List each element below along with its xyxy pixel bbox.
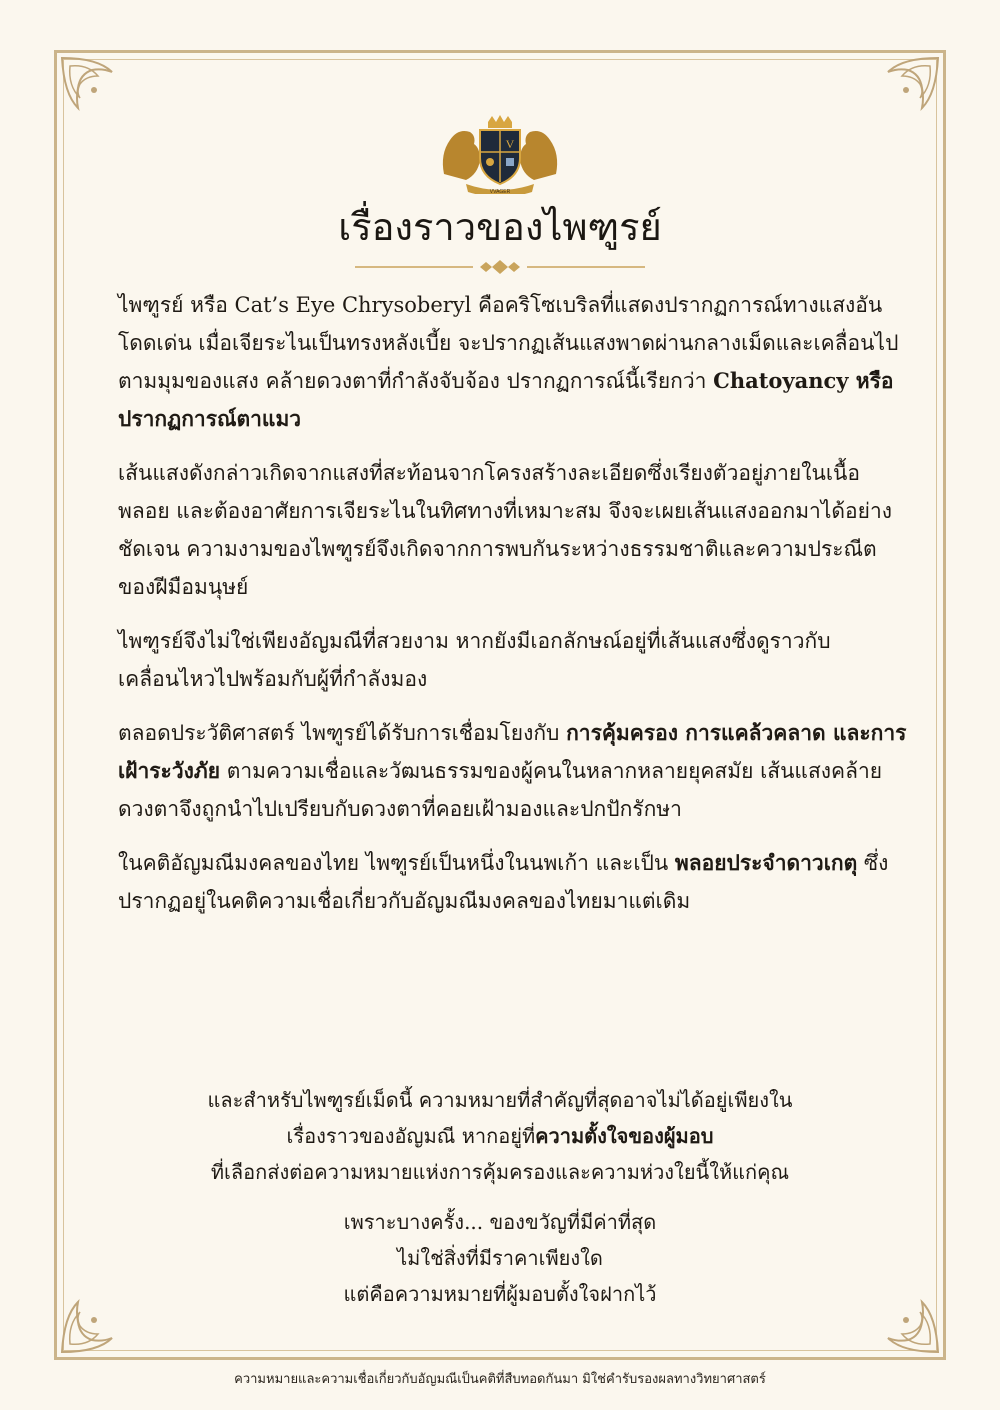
- paragraph-text: ตลอดประวัติศาสตร์ ไพฑูรย์ได้รับการเชื่อมโยงกับ: [118, 721, 567, 745]
- closing-line: และสำหรับไพฑูรย์เม็ดนี้ ความหมายที่สำคัญที่สุดอาจไม่ได้อยู่เพียงใน: [207, 1088, 793, 1112]
- paragraph: [118, 286, 908, 438]
- paragraph: [118, 844, 908, 920]
- paragraph-text: ตามความเชื่อและวัฒนธรรมของผู้คนในหลากหลายยุคสมัย เส้นแสงคล้ายดวงตาจึงถูกนำไปเปรียบกับดวงตาที่คอยเฝ้ามองและปกปักรักษา: [118, 759, 883, 821]
- crest-banner-text: VVAGER: [489, 189, 511, 194]
- crest-logo-icon: [436, 114, 564, 194]
- corner-ornament-icon: [872, 54, 942, 124]
- paragraph: [118, 714, 908, 828]
- paragraph: [118, 622, 908, 698]
- paragraph-text: ในคติอัญมณีมงคลของไทย ไพฑูรย์เป็นหนึ่งในนพเก้า และเป็น: [118, 851, 675, 875]
- closing-message: [100, 1082, 900, 1312]
- title-divider-icon: [355, 258, 645, 276]
- paragraph-text: ไพฑูรย์จึงไม่ใช่เพียงอัญมณีที่สวยงาม หากยังมีเอกลักษณ์อยู่ที่เส้นแสงซึ่งดูราวกับเคลื่อนไหวไปพร้อมกับผู้ที่กำลังมอง: [118, 629, 831, 691]
- paragraph-text: ซึ่งปรากฏอยู่ในคติความเชื่อเกี่ยวกับอัญมณีมงคลของไทยมาแต่เดิม: [118, 851, 889, 913]
- closing-line: ไม่ใช่สิ่งที่มีราคาเพียงใด: [397, 1246, 603, 1270]
- closing-line: เพราะบางครั้ง... ของขวัญที่มีค่าที่สุด: [343, 1210, 657, 1234]
- paragraph-emphasis: Chatoyancy หรือปรากฏการณ์ตาแมว: [118, 368, 894, 431]
- closing-line: [100, 1118, 900, 1154]
- body-text: [118, 286, 908, 936]
- paragraph-text: เส้นแสงดังกล่าวเกิดจากแสงที่สะท้อนจากโครงสร้างละเอียดซึ่งเรียงตัวอยู่ภายในเนื้อพลอย และต้องอาศัยการเจียระไนในทิศทางที่เหมาะสม จึงจะเผยเส้นแสงออกมาได้อย่างชัดเจน ความงามของไพฑูรย์จึงเกิดจากการพบกันระหว่างธรรมชาติและความประณีตของฝีมือมนุษย์: [118, 461, 892, 599]
- page-title: เรื่องราวของไพฑูรย์: [338, 205, 662, 249]
- closing-line: ที่เลือกส่งต่อความหมายแห่งการคุ้มครองและความห่วงใยนี้ให้แก่คุณ: [210, 1160, 790, 1184]
- closing-line: แต่คือความหมายที่ผู้มอบตั้งใจฝากไว้: [343, 1282, 657, 1306]
- paragraph-text: ไพฑูรย์ หรือ Cat’s Eye Chrysoberyl คือคริโซเบริลที่แสดงปรากฏการณ์ทางแสงอันโดดเด่น เมื่อเจียระไนเป็นทรงหลังเบี้ย จะปรากฏเส้นแสงพาดผ่านกลางเม็ดและเคลื่อนไปตามมุมของแสง คล้ายดวงตาที่กำลังจับจ้อง ปรากฏการณ์นี้เรียกว่า: [118, 293, 899, 393]
- crest-shield-letter: V: [505, 137, 515, 151]
- closing-emphasis: ความตั้งใจของผู้มอบ: [535, 1124, 714, 1148]
- corner-ornament-icon: [58, 54, 128, 124]
- paragraph-emphasis: พลอยประจำดาวเกตุ: [674, 850, 858, 875]
- closing-text: เรื่องราวของอัญมณี หากอยู่ที่: [286, 1124, 536, 1148]
- paragraph-emphasis: การคุ้มครอง การแคล้วคลาด และการเฝ้าระวังภัย: [118, 720, 907, 783]
- footer-disclaimer: ความหมายและความเชื่อเกี่ยวกับอัญมณีเป็นคติที่สืบทอดกันมา มิใช่คำรับรองผลทางวิทยาศาสตร์: [234, 1372, 766, 1387]
- paragraph: [118, 454, 908, 606]
